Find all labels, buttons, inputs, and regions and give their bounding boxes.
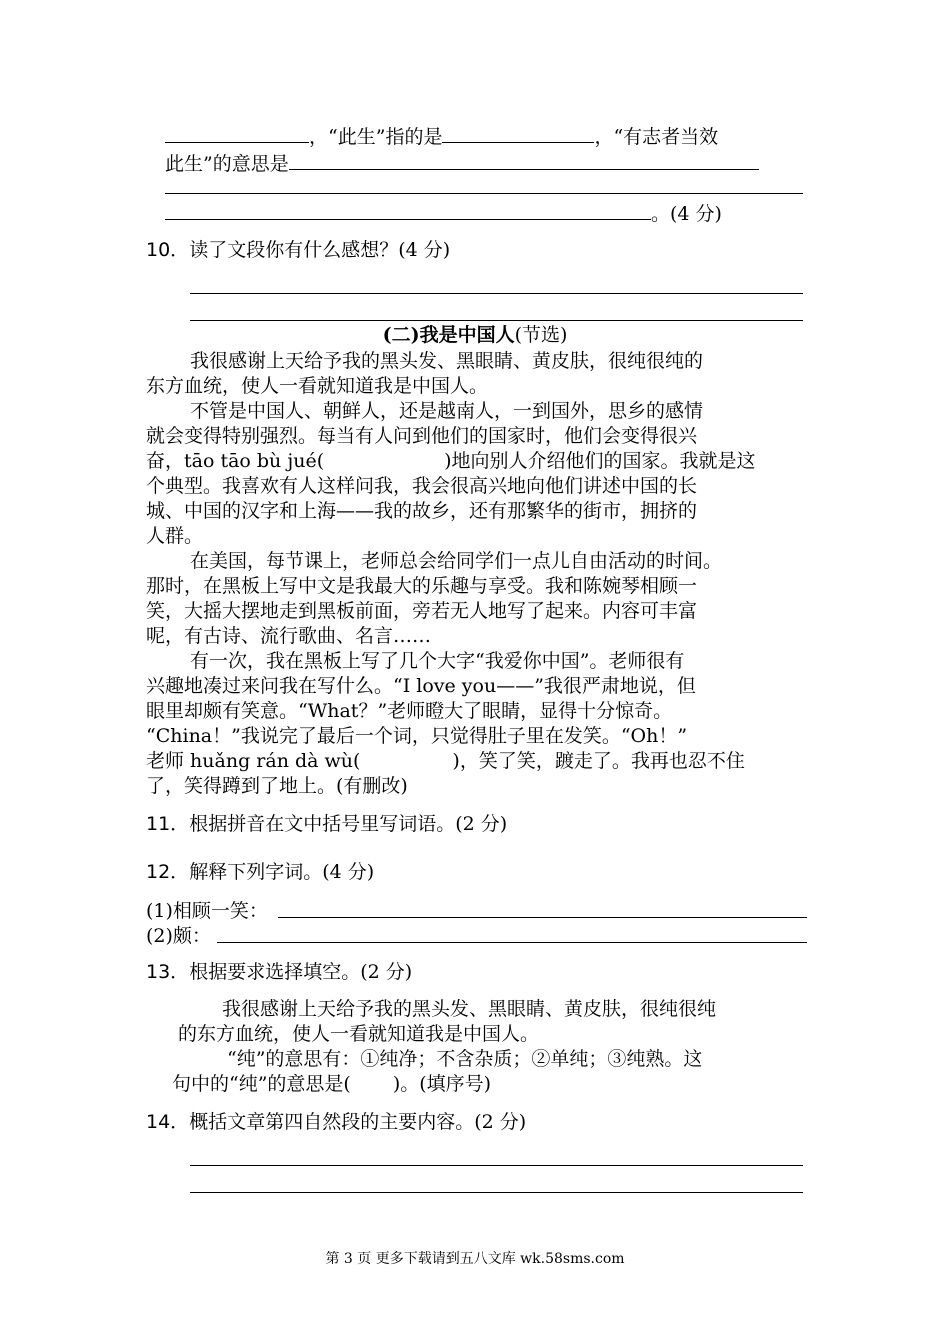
passage-line: 人群。 — [146, 525, 204, 547]
q12-item-1 — [146, 899, 268, 923]
answer-line[interactable] — [278, 917, 807, 918]
pinyin-answer-blank[interactable] — [360, 749, 452, 767]
q9-comma: ， — [309, 126, 329, 148]
answer-line[interactable] — [217, 942, 807, 943]
passage-line: 个典型。我喜欢有人这样问我，我会很高兴地向他们讲述中国的长 — [146, 475, 698, 497]
question-text: 读了文段你有什么感想？(4 分) — [189, 239, 451, 261]
passage-line: 那时，在黑板上写中文是我最大的乐趣与享受。我和陈婉琴相顾一 — [146, 575, 698, 597]
passage-line: 就会变得特别强烈。每当有人问到他们的国家时，他们会变得很兴 — [146, 425, 698, 447]
passage-line: 我很感谢上天给予我的黑头发、黑眼睛、黄皮肤，很纯很纯的 — [190, 350, 704, 372]
passage-line: 在美国，每节课上，老师总会给同学们一点儿自由活动的时间。 — [190, 550, 723, 572]
answer-line[interactable] — [165, 193, 803, 194]
answer-blank[interactable] — [289, 151, 759, 170]
question-14 — [146, 1110, 526, 1134]
question-text: 根据拼音在文中括号里写词语。(2 分) — [189, 813, 508, 835]
q9-line-2 — [165, 151, 759, 176]
passage-line-pinyin-2 — [146, 749, 745, 773]
q9-score: 。(4 分) — [651, 203, 722, 225]
question-10 — [146, 238, 450, 262]
passage-line-pinyin-1 — [146, 449, 756, 473]
pinyin-answer-blank[interactable] — [324, 449, 444, 467]
choice-answer-blank[interactable] — [351, 1072, 393, 1090]
passage-line: 不管是中国人、朝鲜人，还是越南人，一到国外，思乡的感情 — [190, 400, 704, 422]
passage-text: )，笑了笑，踱走了。我再也忍不住 — [452, 750, 745, 772]
answer-blank[interactable] — [442, 124, 594, 143]
passage-line: 呢，有古诗、流行歌曲、名言…… — [146, 625, 432, 647]
passage-line: 兴趣地凑过来问我在写什么。“I love you——”我很严肃地说，但 — [146, 675, 696, 697]
passage-line: 有一次，我在黑板上写了几个大字“我爱你中国”。老师很有 — [190, 650, 685, 672]
question-number: 12． — [146, 861, 190, 883]
question-number: 14． — [146, 1111, 190, 1133]
answer-line[interactable] — [190, 1165, 803, 1166]
q13-quote-line: 的东方血统，使人一看就知道我是中国人。 — [178, 1023, 540, 1045]
passage-line: 城、中国的汉字和上海——我的故乡，还有那繁华的街市，拥挤的 — [146, 500, 698, 522]
passage-line: 了，笑得蹲到了地上。(有删改) — [146, 775, 408, 797]
question-text: 概括文章第四自然段的主要内容。(2 分) — [189, 1111, 527, 1133]
answer-blank[interactable] — [165, 124, 309, 143]
passage-line: 眼里却颇有笑意。“What？”老师瞪大了眼睛，显得十分惊奇。 — [146, 700, 673, 722]
passage-line: “China！”我说完了最后一个词，只觉得肚子里在发笑。“Oh！” — [146, 725, 688, 747]
passage-text: )地向别人介绍他们的国家。我就是这 — [444, 450, 756, 472]
answer-blank[interactable] — [165, 201, 651, 220]
q12-item-2 — [146, 924, 211, 948]
q9-you-zhi-zhe-label: ，“有志者当效 — [594, 126, 719, 148]
passage-title-text: (二)我是中国人 — [382, 324, 515, 346]
question-text: 根据要求选择填空。(2 分) — [189, 961, 413, 983]
passage-title-note: (节选) — [514, 324, 568, 346]
answer-line[interactable] — [190, 1192, 803, 1193]
q13-answer-text: 句中的“纯”的意思是( — [172, 1073, 351, 1095]
question-text: 解释下列字词。(4 分) — [189, 861, 375, 883]
q9-meaning-label: 此生”的意思是 — [165, 153, 289, 175]
passage-line: 笑，大摇大摆地走到黑板前面，旁若无人地写了起来。内容可丰富 — [146, 600, 698, 622]
pinyin-text: 老师 huǎng rán dà wù( — [146, 750, 361, 772]
q12-item-label: (1)相顾一笑： — [146, 900, 268, 922]
question-number: 13． — [146, 961, 190, 983]
question-number: 10． — [146, 239, 190, 261]
question-13 — [146, 960, 412, 984]
q13-answer-suffix: )。(填序号) — [392, 1073, 492, 1095]
passage-title — [0, 323, 950, 347]
q13-answer-line — [172, 1072, 491, 1096]
q13-quote-line: 我很感谢上天给予我的黑头发、黑眼睛、黄皮肤，很纯很纯 — [222, 998, 717, 1020]
answer-line[interactable] — [190, 320, 803, 321]
question-11 — [146, 812, 507, 836]
q12-item-label: (2)颇： — [146, 925, 211, 947]
q9-line-1 — [165, 124, 718, 149]
page-footer: 第 3 页 更多下载请到五八文库 wk.58sms.com — [325, 1251, 625, 1267]
question-number: 11． — [146, 813, 190, 835]
pinyin-text: 奋，tāo tāo bù jué( — [146, 450, 325, 472]
q13-meaning-line: “纯”的意思有：①纯净；不含杂质；②单纯；③纯熟。这 — [227, 1048, 703, 1070]
passage-line: 东方血统，使人一看就知道我是中国人。 — [146, 375, 489, 397]
answer-line[interactable] — [190, 293, 803, 294]
question-12 — [146, 860, 374, 884]
q9-line-4 — [165, 201, 722, 226]
q9-ci-sheng-label: “此生”指的是 — [328, 126, 443, 148]
